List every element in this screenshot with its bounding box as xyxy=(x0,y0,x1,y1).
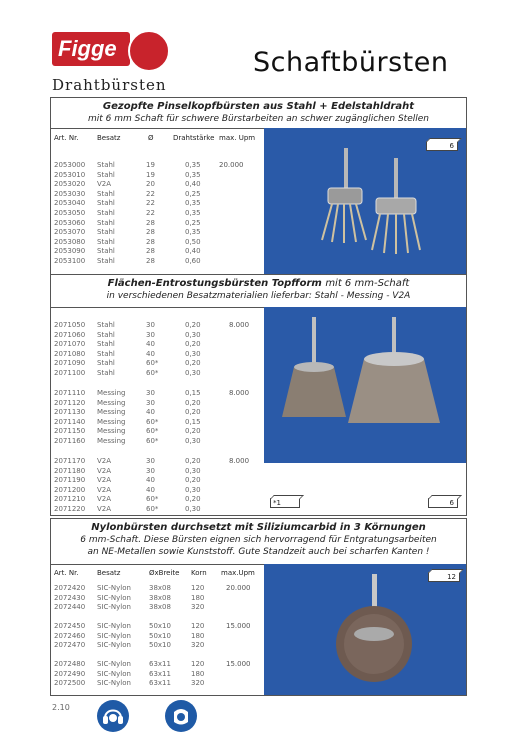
table-cell: 22 xyxy=(146,208,155,217)
table-cell: Stahl xyxy=(97,368,115,377)
table-cell: 2071050 xyxy=(54,321,86,329)
table-cell: 2072450 xyxy=(54,622,86,630)
table-cell: 0,35 xyxy=(185,161,201,169)
product-photo-nylonbuersten xyxy=(264,564,466,695)
rpm-value: 8.000 xyxy=(229,321,250,329)
table-cell: 63x11 xyxy=(149,669,171,678)
size-tag: 12 xyxy=(428,572,460,582)
table-cell: SIC-Nylon xyxy=(97,622,131,630)
table-cell: 0,20 xyxy=(185,321,201,329)
table-cell: 0,50 xyxy=(185,237,201,246)
table-cell: 180 xyxy=(191,669,205,678)
table-cell: 28 xyxy=(146,237,155,246)
table-cell: 2071060 xyxy=(54,330,86,339)
col-art-nr xyxy=(54,389,85,447)
col-size xyxy=(149,622,171,651)
table-cell: 2072420 xyxy=(54,584,86,592)
table-cell: 2071170 xyxy=(54,457,86,465)
table-cell: 30 xyxy=(146,330,155,339)
col-art-nr xyxy=(54,584,85,613)
table-cell: 0,30 xyxy=(185,485,201,494)
table-cell: Stahl xyxy=(97,349,115,358)
table-cell: SIC-Nylon xyxy=(97,584,131,592)
col-besatz xyxy=(97,622,131,651)
table-cell: SIC-Nylon xyxy=(97,603,131,612)
col-wire xyxy=(185,161,201,267)
table-cell: 2053070 xyxy=(54,228,86,237)
table-cell: 320 xyxy=(191,679,205,688)
table-cell: 0,15 xyxy=(185,417,201,426)
size-tag-right: 6 xyxy=(428,498,458,508)
table-cell: Stahl xyxy=(97,340,115,349)
ear-protection-icon xyxy=(97,700,129,732)
table-cell: 63x11 xyxy=(149,660,171,668)
table-cell: SIC-Nylon xyxy=(97,641,131,650)
table-cell: 50x10 xyxy=(149,631,171,640)
table-cell: 120 xyxy=(191,584,205,592)
table-cell: SIC-Nylon xyxy=(97,593,131,602)
table-cell: 2053020 xyxy=(54,180,86,189)
table-cell: 22 xyxy=(146,189,155,198)
table-cell: 2071220 xyxy=(54,504,86,513)
table-cell: 40 xyxy=(146,349,155,358)
section-title: Nylonbürsten durchsetzt mit Siliziumcarbid in 3 Körnungen xyxy=(91,522,426,533)
table-cell: 50x10 xyxy=(149,641,171,650)
table-cell: Stahl xyxy=(97,208,115,217)
table-cell: 2053030 xyxy=(54,189,86,198)
table-cell: 2053080 xyxy=(54,237,86,246)
table-cell: 40 xyxy=(146,408,155,417)
col-size xyxy=(149,584,171,613)
col-header-rpm: max. Upm xyxy=(219,134,256,142)
col-besatz xyxy=(97,321,115,379)
table-cell: SIC-Nylon xyxy=(97,679,131,688)
table-cell: 2071070 xyxy=(54,340,86,349)
table-cell: 2071130 xyxy=(54,408,86,417)
col-besatz xyxy=(97,161,115,267)
table-cell: 38x08 xyxy=(149,603,171,612)
rpm-value: 15.000 xyxy=(226,622,251,630)
table-cell: Stahl xyxy=(97,247,115,256)
section-topfbuersten xyxy=(50,274,467,516)
product-photo-topfbuersten xyxy=(264,307,466,463)
table-cell: 2072430 xyxy=(54,593,86,602)
col-header-art-nr: Art. Nr. xyxy=(54,134,79,142)
table-cell: 0,30 xyxy=(185,504,201,513)
table-cell: 0,40 xyxy=(185,247,201,256)
col-art-nr xyxy=(54,622,85,651)
table-cell: 30 xyxy=(146,398,155,407)
table-cell: 2071120 xyxy=(54,398,86,407)
table-cell: 0,30 xyxy=(185,368,201,377)
table-cell: 2071160 xyxy=(54,436,86,445)
table-cell: 0,15 xyxy=(185,389,201,397)
table-cell: 60* xyxy=(146,495,159,504)
table-cell: 28 xyxy=(146,247,155,256)
col-diameter xyxy=(146,161,155,267)
table-cell: 0,20 xyxy=(185,359,201,368)
table-cell: 20 xyxy=(146,180,155,189)
table-cell: V2A xyxy=(97,485,112,494)
table-cell: 60* xyxy=(146,417,159,426)
table-cell: 63x11 xyxy=(149,679,171,688)
section-subtitle-2: an NE-Metallen sowie Kunststoff. Gute Standzeit auch bei scharfen Kanten ! xyxy=(87,547,430,557)
col-wire xyxy=(185,321,201,379)
table-cell: Stahl xyxy=(97,170,115,179)
table-cell: 0,30 xyxy=(185,349,201,358)
table-cell: 0,30 xyxy=(185,436,201,445)
logo-text: Figge xyxy=(58,36,117,61)
size-tag: 6 xyxy=(426,141,458,151)
table-cell: Stahl xyxy=(97,228,115,237)
table-cell: 2053100 xyxy=(54,256,86,265)
table-cell: 120 xyxy=(191,622,205,630)
section-subtitle: 6 mm-Schaft. Diese Bürsten eignen sich hervorragend für Entgratungsarbeiten xyxy=(80,535,437,545)
table-cell: 0,35 xyxy=(185,170,201,179)
table-cell: Stahl xyxy=(97,330,115,339)
table-cell: 30 xyxy=(146,321,155,329)
table-cell: 50x10 xyxy=(149,622,171,630)
table-cell: 2053050 xyxy=(54,208,86,217)
table-cell: Stahl xyxy=(97,321,115,329)
table-cell: V2A xyxy=(97,495,112,504)
section-pinselkopf xyxy=(50,97,467,276)
col-besatz xyxy=(97,584,131,613)
col-besatz xyxy=(97,457,111,515)
table-cell: 2071140 xyxy=(54,417,86,426)
col-art-nr xyxy=(54,457,85,515)
table-cell: Messing xyxy=(97,436,126,445)
rpm-value: 15.000 xyxy=(226,660,251,668)
col-header-wire: Drahtstärke xyxy=(173,134,215,142)
col-header-korn: Korn xyxy=(191,569,207,577)
cup-brush-illustration xyxy=(264,307,466,463)
col-korn xyxy=(191,622,204,651)
table-cell: Stahl xyxy=(97,189,115,198)
nylon-brush-illustration xyxy=(264,564,466,695)
table-cell: 60* xyxy=(146,359,159,368)
col-art-nr xyxy=(54,660,85,689)
table-cell: V2A xyxy=(97,466,112,475)
table-cell: V2A xyxy=(97,457,112,465)
table-cell: 2053060 xyxy=(54,218,86,227)
table-cell: 2071100 xyxy=(54,368,86,377)
table-cell: 0,30 xyxy=(185,330,201,339)
rpm-value: 20.000 xyxy=(226,584,251,592)
table-cell: 28 xyxy=(146,218,155,227)
table-cell: 38x08 xyxy=(149,584,171,592)
table-cell: 2053090 xyxy=(54,247,86,256)
col-header-rpm: max.Upm xyxy=(221,569,255,577)
table-cell: 40 xyxy=(146,340,155,349)
table-cell: Stahl xyxy=(97,161,115,169)
table-cell: 60* xyxy=(146,427,159,436)
table-cell: Stahl xyxy=(97,359,115,368)
table-cell: 2072460 xyxy=(54,631,86,640)
table-cell: 2071180 xyxy=(54,466,86,475)
table-cell: 2071150 xyxy=(54,427,86,436)
table-cell: 19 xyxy=(146,170,155,179)
rpm-value: 20.000 xyxy=(219,161,244,169)
section-subtitle: in verschiedenen Besatzmaterialien lieferbar: Stahl - Messing - V2A xyxy=(106,291,411,301)
table-cell: Stahl xyxy=(97,256,115,265)
table-cell: 2072480 xyxy=(54,660,86,668)
table-cell: 2053000 xyxy=(54,161,86,169)
table-cell: SIC-Nylon xyxy=(97,669,131,678)
table-cell: 2053010 xyxy=(54,170,86,179)
table-cell: 2071110 xyxy=(54,389,86,397)
table-cell: Stahl xyxy=(97,199,115,208)
col-header-besatz: Besatz xyxy=(97,569,121,577)
table-cell: 180 xyxy=(191,631,205,640)
table-cell: 0,40 xyxy=(185,180,201,189)
table-cell: 2072440 xyxy=(54,603,86,612)
table-cell: 38x08 xyxy=(149,593,171,602)
table-cell: 28 xyxy=(146,256,155,265)
table-cell: 40 xyxy=(146,485,155,494)
table-cell: 0,20 xyxy=(185,408,201,417)
table-cell: 30 xyxy=(146,466,155,475)
col-header-diameter: Ø xyxy=(148,134,154,142)
table-cell: 2071190 xyxy=(54,476,86,485)
table-cell: 0,20 xyxy=(185,476,201,485)
table-cell: 2072500 xyxy=(54,679,86,688)
table-cell: 19 xyxy=(146,161,155,169)
table-cell: 0,35 xyxy=(185,228,201,237)
table-cell: 60* xyxy=(146,436,159,445)
logo-circle xyxy=(128,30,170,72)
table-cell: 2053040 xyxy=(54,199,86,208)
table-cell: 30 xyxy=(146,389,155,397)
table-cell: 320 xyxy=(191,603,205,612)
table-cell: 320 xyxy=(191,641,205,650)
table-cell: Messing xyxy=(97,417,126,426)
col-diameter xyxy=(146,457,158,515)
rpm-value: 8.000 xyxy=(229,389,250,397)
col-header-art-nr: Art. Nr. xyxy=(54,569,79,577)
table-cell: 0,20 xyxy=(185,495,201,504)
table-cell: 0,35 xyxy=(185,199,201,208)
table-cell: 0,35 xyxy=(185,208,201,217)
table-cell: 180 xyxy=(191,593,205,602)
table-cell: 60* xyxy=(146,504,159,513)
table-cell: SIC-Nylon xyxy=(97,660,131,668)
col-korn xyxy=(191,660,204,689)
page-title: Schaftbürsten xyxy=(253,47,449,78)
section-title-suffix: mit 6 mm-Schaft xyxy=(325,278,410,289)
table-cell: V2A xyxy=(97,180,112,189)
rpm-value: 8.000 xyxy=(229,457,250,465)
table-cell: 30 xyxy=(146,457,155,465)
col-art-nr xyxy=(54,161,85,267)
table-cell: 2071210 xyxy=(54,495,86,504)
col-wire xyxy=(185,389,201,447)
size-tag-left: *1 xyxy=(270,498,300,508)
table-cell: 28 xyxy=(146,228,155,237)
logo-subtitle: Drahtbürsten xyxy=(52,76,167,94)
table-cell: 0,20 xyxy=(185,398,201,407)
section-title xyxy=(51,277,466,290)
table-cell: Messing xyxy=(97,398,126,407)
table-cell: 2071090 xyxy=(54,359,86,368)
table-cell: Stahl xyxy=(97,237,115,246)
table-cell: 2071200 xyxy=(54,485,86,494)
table-cell: 0,20 xyxy=(185,427,201,436)
table-cell: 2072490 xyxy=(54,669,86,678)
table-cell: 0,30 xyxy=(185,466,201,475)
col-wire xyxy=(185,457,201,515)
table-cell: 40 xyxy=(146,476,155,485)
table-cell: 0,20 xyxy=(185,340,201,349)
table-cell: 120 xyxy=(191,660,205,668)
table-cell: 2072470 xyxy=(54,641,86,650)
table-cell: V2A xyxy=(97,504,112,513)
table-cell: 2071080 xyxy=(54,349,86,358)
table-cell: 22 xyxy=(146,199,155,208)
col-besatz xyxy=(97,660,131,689)
section-title-main: Flächen-Entrostungsbürsten Topfform xyxy=(107,278,322,289)
table-cell: 0,20 xyxy=(185,457,201,465)
table-cell: SIC-Nylon xyxy=(97,631,131,640)
section-title: Gezopfte Pinselkopfbürsten aus Stahl + Edelstahldraht xyxy=(102,101,415,112)
table-cell: Messing xyxy=(97,408,126,417)
col-size xyxy=(149,660,171,689)
col-diameter xyxy=(146,321,158,379)
col-header-besatz: Besatz xyxy=(97,134,121,142)
table-cell: Messing xyxy=(97,427,126,436)
page-number: 2.10 xyxy=(52,703,70,712)
section-nylonbuersten xyxy=(50,518,467,696)
col-diameter xyxy=(146,389,158,447)
table-cell: 0,25 xyxy=(185,189,201,198)
table-cell: Messing xyxy=(97,389,126,397)
table-cell: 0,25 xyxy=(185,218,201,227)
section-subtitle: mit 6 mm Schaft für schwere Bürstarbeiten an schwer zugänglichen Stellen xyxy=(88,114,429,124)
col-korn xyxy=(191,584,204,613)
table-cell: 0,60 xyxy=(185,256,201,265)
table-cell: V2A xyxy=(97,476,112,485)
table-cell: 60* xyxy=(146,368,159,377)
col-header-size: ØxBreite xyxy=(149,569,180,577)
col-besatz xyxy=(97,389,125,447)
table-cell: Stahl xyxy=(97,218,115,227)
col-art-nr xyxy=(54,321,85,379)
face-shield-icon xyxy=(165,700,197,732)
